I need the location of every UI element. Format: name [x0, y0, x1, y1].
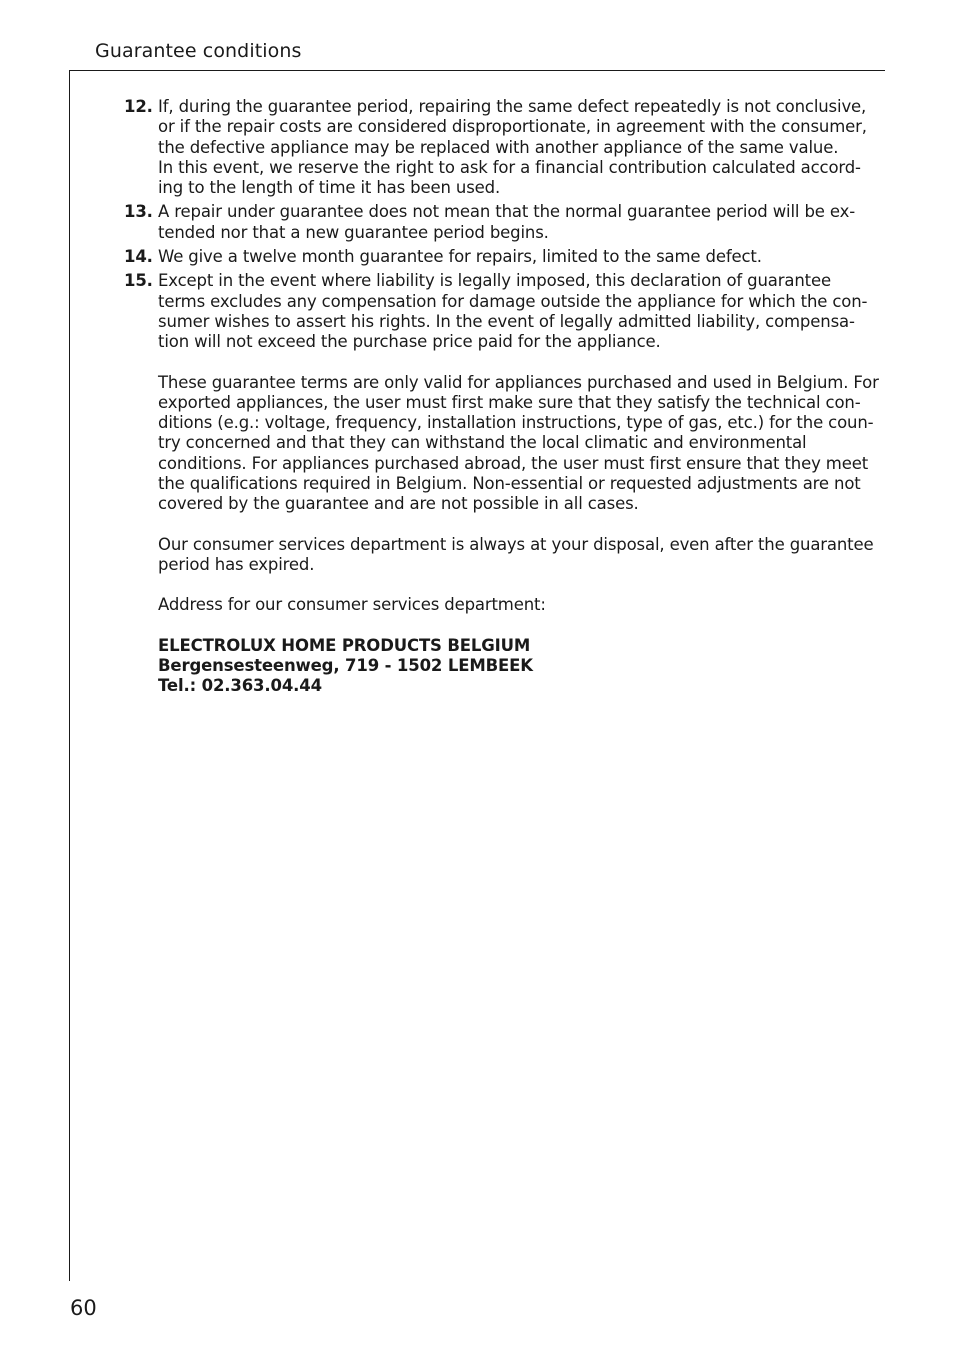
- paragraph-line: conditions. For appliances purchased abroad, the user must first ensure that they meet: [158, 453, 869, 473]
- paragraph-line: try concerned and that they can withstand the local climatic and environmental: [158, 433, 807, 453]
- address-company: ELECTROLUX HOME PRODUCTS BELGIUM: [158, 635, 531, 655]
- paragraph-line: Our consumer services department is always at your disposal, even after the guarantee: [158, 534, 874, 554]
- validity-paragraph: [124, 372, 879, 515]
- header-rule: [69, 70, 885, 71]
- item-text-line: or if the repair costs are considered disproportionate, in agreement with the consumer,: [158, 117, 867, 137]
- list-item-12: [124, 97, 867, 198]
- item-text-line: Except in the event where liability is legally imposed, this declaration of guarantee: [158, 271, 831, 291]
- item-text-line: tion will not exceed the purchase price paid for the appliance.: [158, 332, 661, 352]
- item-text-line: In this event, we reserve the right to ask for a financial contribution calculated accord-: [158, 157, 861, 177]
- list-item-14: [124, 247, 864, 267]
- item-text-line: A repair under guarantee does not mean that the normal guarantee period will be ex-: [158, 202, 855, 222]
- item-text-line: ing to the length of time it has been used.: [158, 178, 501, 198]
- item-text-line: the defective appliance may be replaced with another appliance of the same value.: [158, 137, 839, 157]
- paragraph-line: period has expired.: [158, 554, 315, 574]
- item-number: 13.: [124, 202, 153, 222]
- page-header-title: Guarantee conditions: [95, 40, 302, 62]
- item-text-line: If, during the guarantee period, repairing the same defect repeatedly is not conclusive,: [158, 97, 867, 116]
- margin-rule: [69, 70, 70, 1281]
- paragraph-line: Address for our consumer services department:: [158, 595, 546, 615]
- paragraph-line: covered by the guarantee and are not possible in all cases.: [158, 494, 639, 514]
- list-item-13: [124, 202, 864, 243]
- item-number: 14.: [124, 247, 153, 267]
- address-phone: Tel.: 02.363.04.44: [158, 676, 322, 696]
- services-paragraph: [124, 534, 874, 576]
- address-intro-paragraph: [124, 595, 864, 615]
- paragraph-line: the qualifications required in Belgium. Non-essential or requested adjustments are not: [158, 474, 861, 494]
- item-text-line: We give a twelve month guarantee for repairs, limited to the same defect.: [158, 247, 762, 267]
- item-text-line: terms excludes any compensation for damage outside the appliance for which the con-: [158, 291, 868, 311]
- item-text-line: tended nor that a new guarantee period begins.: [158, 222, 549, 242]
- address-street: Bergensesteenweg, 719 - 1502 LEMBEEK: [158, 655, 533, 675]
- list-item-15: [124, 271, 868, 352]
- page-number: 60: [70, 1296, 97, 1320]
- item-number: 12.: [124, 97, 153, 116]
- paragraph-line: ditions (e.g.: voltage, frequency, installation instructions, type of gas, etc.) for the coun-: [158, 413, 874, 433]
- paragraph-line: These guarantee terms are only valid for appliances purchased and used in Belgium. For: [158, 372, 879, 392]
- paragraph-line: exported appliances, the user must first make sure that they satisfy the technical con-: [158, 392, 861, 412]
- address-block: [124, 636, 864, 697]
- item-number: 15.: [124, 271, 153, 291]
- guarantee-content: [124, 97, 879, 696]
- item-text-line: sumer wishes to assert his rights. In the event of legally admitted liability, compensa-: [158, 311, 855, 331]
